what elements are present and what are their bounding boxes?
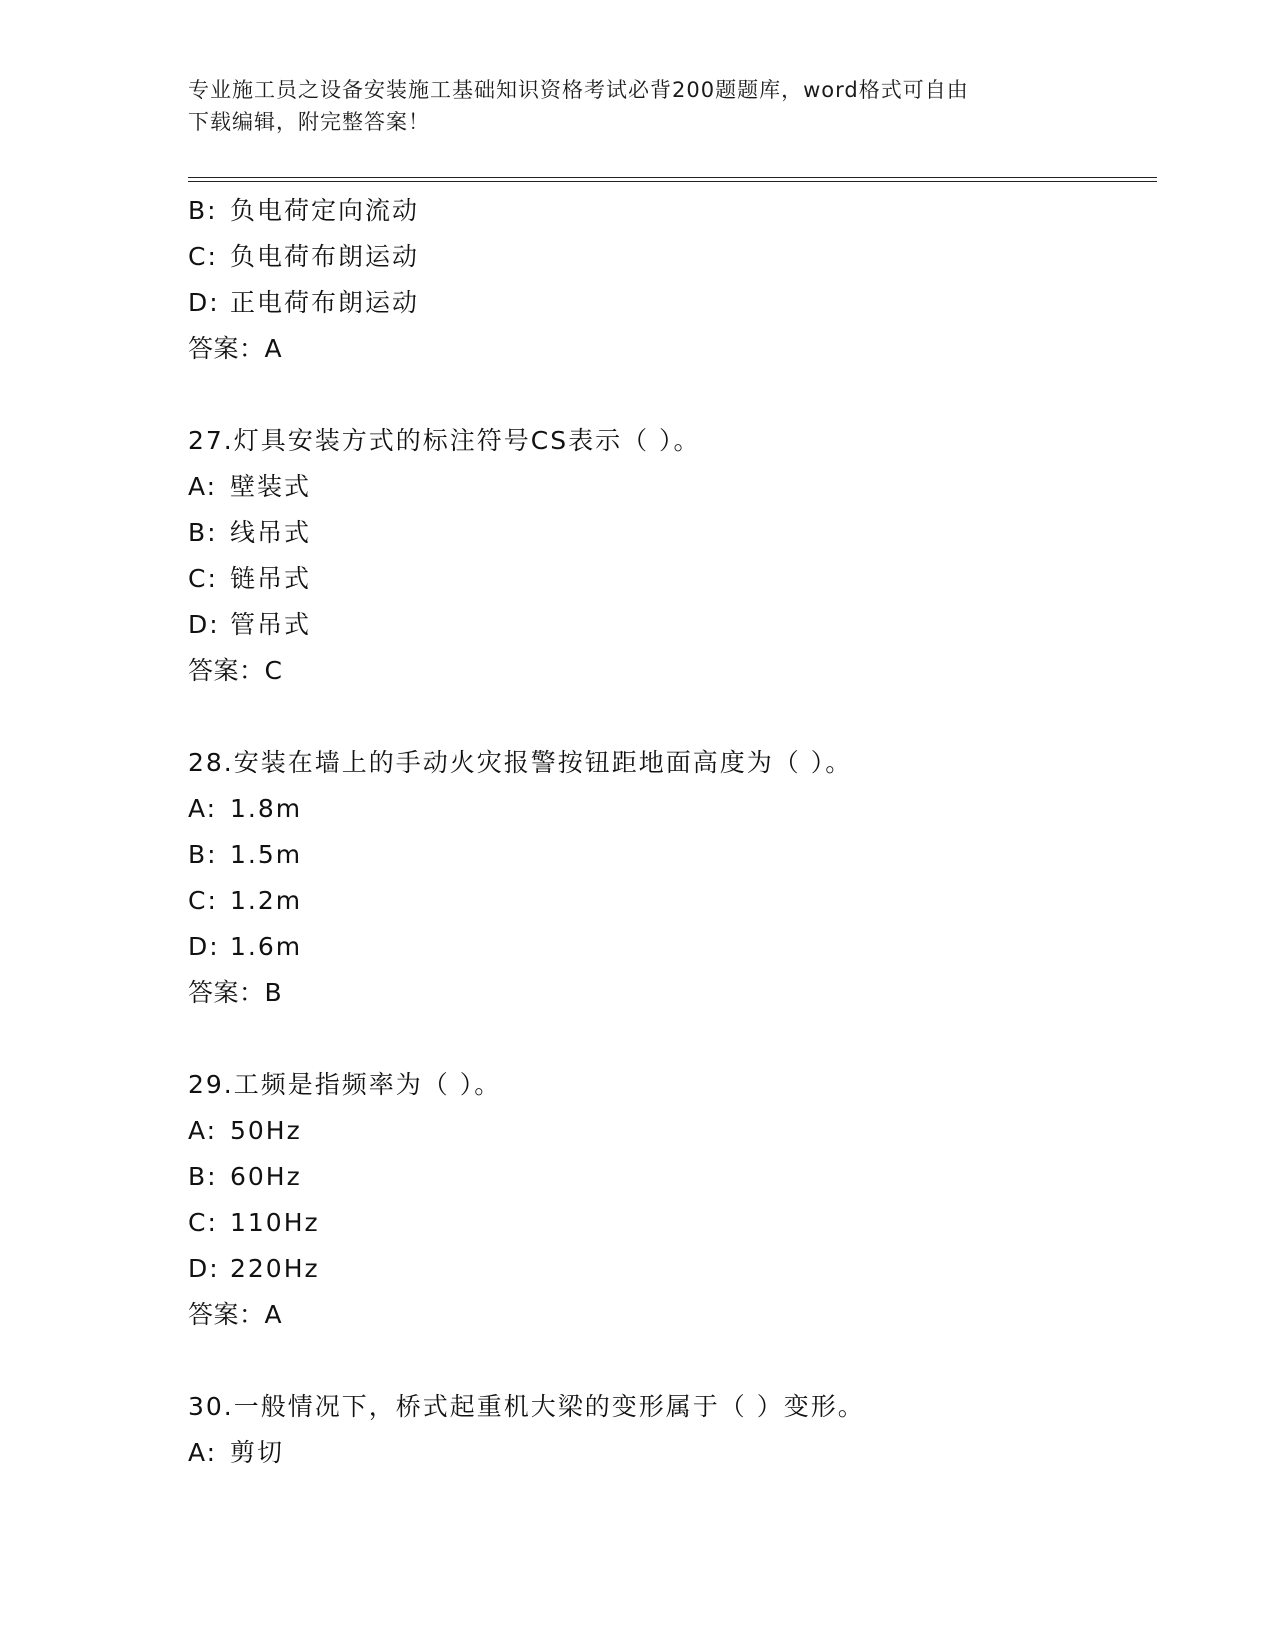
option-b — [188, 832, 1148, 878]
option-c — [188, 1200, 1148, 1246]
question-list — [188, 188, 1148, 1476]
option-text: 60Hz — [230, 1162, 302, 1191]
option-letter: B: — [188, 196, 218, 225]
option-letter: D: — [188, 1254, 220, 1283]
option-d — [188, 602, 1148, 648]
option-text: 正电荷布朗运动 — [230, 288, 420, 317]
option-text: 50Hz — [230, 1116, 302, 1145]
question-text: 29.工频是指频率为（ ）。 — [188, 1070, 502, 1099]
question-30 — [188, 1384, 1148, 1476]
question-text: 27.灯具安装方式的标注符号CS表示（ ）。 — [188, 426, 701, 455]
option-text: 负电荷布朗运动 — [230, 242, 420, 271]
answer-line: 答案：A — [188, 334, 283, 363]
option-a — [188, 464, 1148, 510]
option-text: 剪切 — [230, 1438, 285, 1467]
document-header — [188, 74, 1068, 138]
option-c — [188, 878, 1148, 924]
answer-line: 答案：B — [188, 978, 283, 1007]
question-29 — [188, 1062, 1148, 1338]
option-letter: A: — [188, 794, 218, 823]
option-text: 1.5m — [230, 840, 303, 869]
question-26 — [188, 188, 1148, 372]
question-text: 28.安装在墙上的手动火灾报警按钮距地面高度为（ ）。 — [188, 748, 853, 777]
option-text: 1.8m — [230, 794, 303, 823]
question-gap — [188, 694, 1148, 740]
header-title-line-1: 专业施工员之设备安装施工基础知识资格考试必背200题题库，word格式可自由 — [188, 78, 969, 102]
option-letter: D: — [188, 288, 220, 317]
option-b — [188, 188, 1148, 234]
option-text: 负电荷定向流动 — [230, 196, 420, 225]
question-gap — [188, 1338, 1148, 1384]
option-letter: B: — [188, 518, 218, 547]
option-text: 1.6m — [230, 932, 303, 961]
header-divider — [188, 177, 1157, 182]
option-a — [188, 1108, 1148, 1154]
option-text: 110Hz — [230, 1208, 320, 1237]
option-letter: C: — [188, 886, 218, 915]
option-text: 1.2m — [230, 886, 303, 915]
option-text: 线吊式 — [230, 518, 312, 547]
option-letter: C: — [188, 1208, 218, 1237]
answer-line: 答案：C — [188, 656, 283, 685]
option-letter: A: — [188, 472, 218, 501]
option-b — [188, 510, 1148, 556]
option-c — [188, 234, 1148, 280]
option-d — [188, 1246, 1148, 1292]
option-letter: D: — [188, 932, 220, 961]
option-text: 220Hz — [230, 1254, 320, 1283]
option-text: 链吊式 — [230, 564, 312, 593]
option-letter: C: — [188, 564, 218, 593]
answer-line: 答案：A — [188, 1300, 283, 1329]
option-letter: A: — [188, 1438, 218, 1467]
option-a — [188, 1430, 1148, 1476]
option-d — [188, 280, 1148, 326]
option-d — [188, 924, 1148, 970]
option-letter: A: — [188, 1116, 218, 1145]
question-28 — [188, 740, 1148, 1016]
option-letter: B: — [188, 840, 218, 869]
question-27 — [188, 418, 1148, 694]
option-letter: D: — [188, 610, 220, 639]
question-gap — [188, 372, 1148, 418]
question-gap — [188, 1016, 1148, 1062]
option-a — [188, 786, 1148, 832]
option-b — [188, 1154, 1148, 1200]
question-text: 30.一般情况下，桥式起重机大梁的变形属于（ ）变形。 — [188, 1392, 865, 1421]
option-c — [188, 556, 1148, 602]
option-letter: C: — [188, 242, 218, 271]
option-text: 管吊式 — [230, 610, 312, 639]
option-letter: B: — [188, 1162, 218, 1191]
header-title-line-2: 下载编辑，附完整答案！ — [188, 110, 430, 134]
option-text: 壁装式 — [230, 472, 312, 501]
